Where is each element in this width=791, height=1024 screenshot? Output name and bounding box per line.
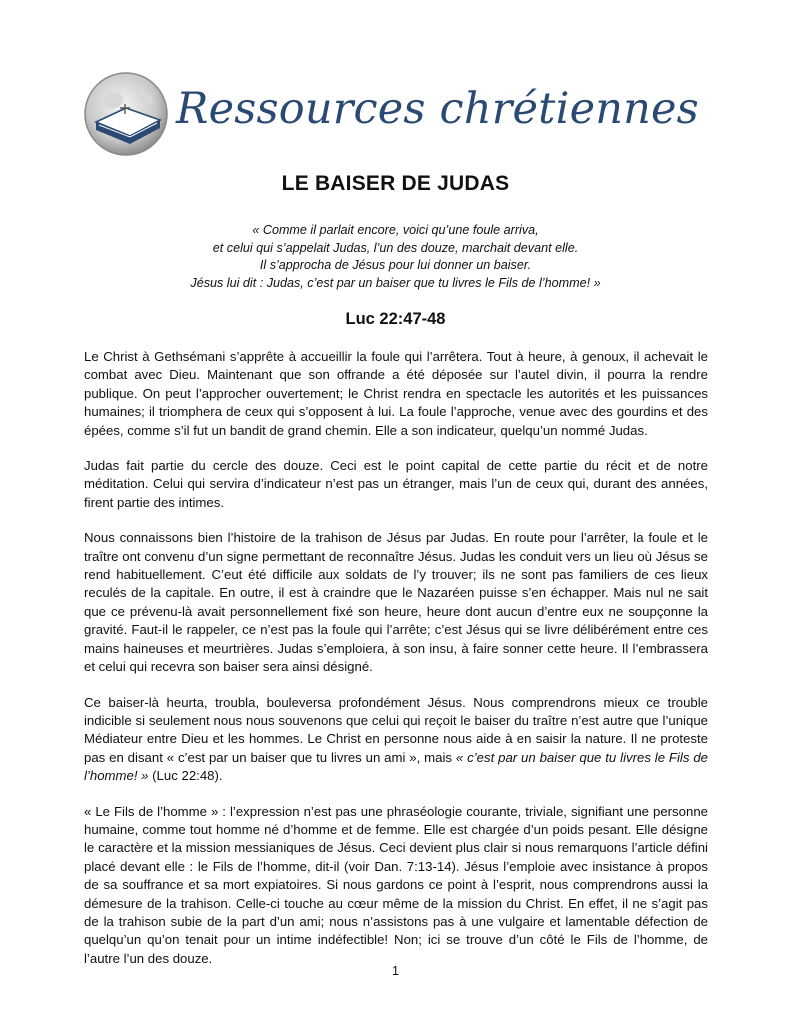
globe-book-logo-icon bbox=[82, 70, 172, 158]
paragraph: Le Christ à Gethsémani s’apprête à accueillir la foule qui l’arrêtera. Tout à heure, à genoux, il achevait le combat avec Dieu. Maintenant que son offrande a été déposée sur l’autel divin, il pourra la rendre publique. On peut l’approcher ouvertement; le Christ rendra en spectacle les autorités et les puissances humaines; il triomphera de ceux qui s’opposent à lui. La foule l’approche, venue avec des gourdins et des épées, comme s’il fut un bandit de grand chemin. Elle a son indicateur, quelqu’un nommé Judas. bbox=[84, 349, 708, 438]
epigraph-quote bbox=[60, 222, 731, 292]
epigraph-line: « Comme il parlait encore, voici qu’une foule arriva, bbox=[252, 223, 539, 237]
paragraph: Judas fait partie du cercle des douze. Ceci est le point capital de cette partie du récit et de notre méditation. Celui qui servira d’indicateur n’est pas un étranger, mais l’un de ceux qui, durant des années, firent partie des intimes. bbox=[84, 458, 708, 510]
quoted-verse: « c’est par un baiser que tu livres le Fils de l’homme! » bbox=[84, 749, 708, 784]
verse-reference: (Luc 22:48). bbox=[148, 768, 223, 784]
scripture-reference: Luc 22:47-48 bbox=[345, 310, 446, 328]
brand-name: Ressources chrétiennes bbox=[176, 84, 699, 134]
epigraph-line: et celui qui s’appelait Judas, l’un des douze, marchait devant elle. bbox=[212, 240, 579, 255]
paragraph-text: Ce baiser-là heurta, troubla, bouleversa profondément Jésus. Nous comprendrons mieux ce trouble indicible si seulement nous nous souvenons que celui qui reçoit le baiser du traître n’est autre que l’unique Médiateur entre Dieu et les hommes. Le Christ en personne nous aide à en saisir la nature. Il ne proteste pas en disant « c’est par un baiser que tu livres un ami », mais bbox=[84, 694, 708, 765]
page-number: 1 bbox=[392, 964, 399, 978]
epigraph-line: Il s’approcha de Jésus pour lui donner un baiser. bbox=[259, 258, 532, 272]
paragraph: « Le Fils de l’homme » : l’expression n’est pas une phraséologie courante, triviale, signifiant une personne humaine, comme tout homme né d’homme et de femme. Elle est chargée d’un poids pesant. Elle désigne le caractère et la mission messianiques de Jésus. Ceci devient plus clair si nous remarquons l’article défini placé devant elle : le Fils de l’homme, dit-il (voir Dan. 7:13-14). Jésus l’emploie avec insistance à propos de sa souffrance et sa mort expiatoires. Si nous gardons ce point à l’esprit, nous comprendrons aussi la démesure de la trahison. Celle-ci touche au cœur même de la mission du Christ. En effet, il ne s’agit pas de la trahison subie de la part d’un ami; nous n’assistons pas à une vulgaire et lamentable défection de quelqu’un qu’on tenait pour un intime indéfectible! Non; ici se trouve d’un côté le Fils de l’homme, de l’autre l’un des douze. bbox=[84, 803, 708, 966]
paragraph bbox=[84, 694, 708, 786]
page-title: LE BAISER DE JUDAS bbox=[281, 172, 510, 195]
article-body bbox=[84, 348, 708, 985]
header bbox=[82, 70, 699, 160]
paragraph: Nous connaissons bien l’histoire de la trahison de Jésus par Judas. En route pour l’arrêter, la foule et le traître ont convenu d’un signe permettant de reconnaître Jésus. Judas les conduit vers un lieu où Jésus se rend habituellement. C’eut été difficile aux soldats de l’y trouver; ils ne sont pas familiers de ces lieux reculés de la capitale. En outre, il est à craindre que le Nazaréen puisse s’en échapper. Mais nul ne sait que ce prévenu-là avait personnellement fixé son heure, heure dont aucun d’entre eux ne soupçonne la gravité. Faut-il le rappeler, ce n’est pas la foule qui l’arrête; c’est Jésus qui se livre délibérément entre ces mains haineuses et meurtrières. Judas s’emploiera, à son insu, à faire sonner cette heure. Il l’embrassera et celui qui recevra son baiser sera ainsi désigné. bbox=[84, 530, 708, 675]
epigraph-line: Jésus lui dit : Judas, c’est par un baiser que tu livres le Fils de l’homme! » bbox=[190, 275, 601, 290]
